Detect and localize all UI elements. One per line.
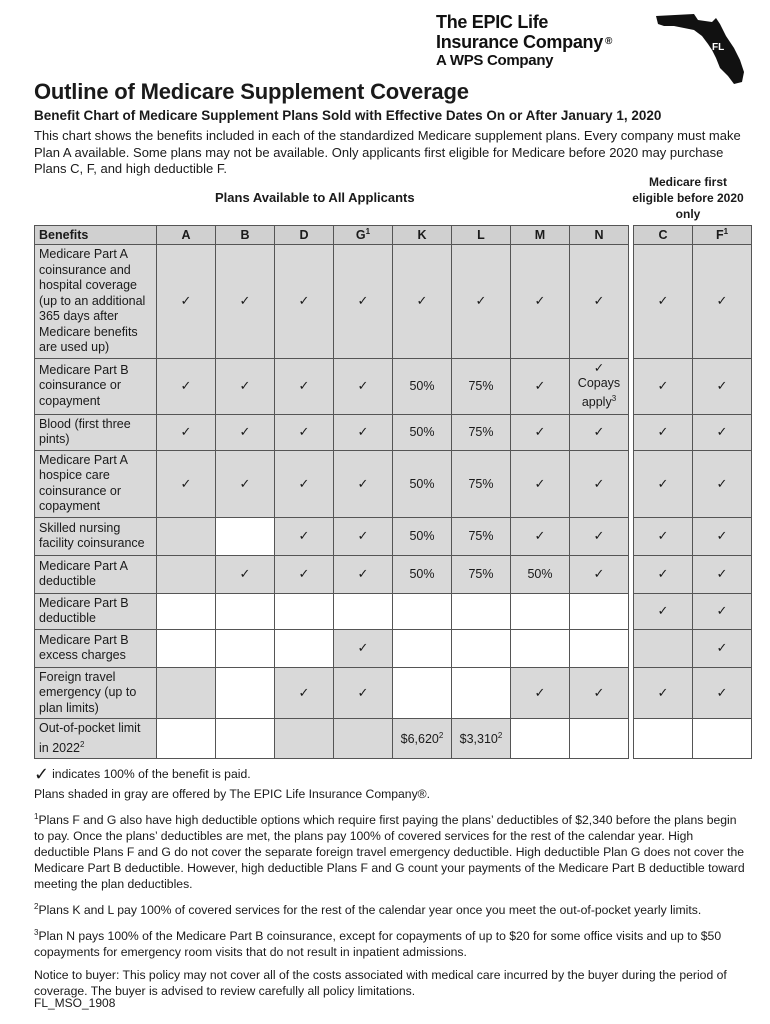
empty-cell bbox=[634, 719, 693, 759]
group-label-eligible-before-2020: Medicare first eligible before 2020 only bbox=[632, 175, 744, 221]
table-header-row bbox=[35, 226, 752, 245]
checkmark-icon: ✓ bbox=[275, 667, 334, 719]
value-cell: 75% bbox=[452, 358, 511, 414]
empty-cell bbox=[216, 629, 275, 667]
checkmark-icon: ✓ bbox=[275, 555, 334, 593]
benefit-label: Medicare Part A coinsurance and hospital coverage (up to an additional 365 days after Medicare benefits are used up) bbox=[35, 245, 157, 359]
checkmark-icon: ✓ bbox=[216, 245, 275, 359]
checkmark-icon: ✓ bbox=[570, 450, 629, 517]
checkmark-icon: ✓ bbox=[216, 358, 275, 414]
empty-cell bbox=[452, 629, 511, 667]
footnote-1: $^1$Plans F and G also have high deductible options which require first paying the plans’ deductibles of $2,340 before the plans begin to pay. Once the plans’ deductibles are met, the plans pay 100% of covered services for the rest of the calendar year. High deductible Plans F and G do not cover the separate foreign travel emergency deductible. High deductible Plan G does not cover the Medicare Part B deductible. However, high deductible Plans F and G count your payments of the Medicare Part B deductible toward meeting the plan deductibles. bbox=[34, 812, 745, 892]
table-row bbox=[35, 245, 752, 359]
benefit-label: Blood (first three pints) bbox=[35, 414, 157, 450]
benefit-label: Skilled nursing facility coinsurance bbox=[35, 517, 157, 555]
company-line-1: The EPIC Life bbox=[436, 12, 549, 32]
checkmark-icon: ✓ bbox=[570, 414, 629, 450]
plan-header: A bbox=[157, 226, 216, 245]
empty-cell bbox=[570, 719, 629, 759]
empty-cell bbox=[511, 593, 570, 629]
checkmark-icon: ✓ bbox=[511, 358, 570, 414]
company-line-2 bbox=[436, 32, 636, 52]
benefit-label: Foreign travel emergency (up to plan limits) bbox=[35, 667, 157, 719]
shaded-note: Plans shaded in gray are offered by The EPIC Life Insurance Company®. bbox=[34, 787, 431, 801]
registered-mark: ® bbox=[604, 36, 613, 47]
empty-cell bbox=[216, 593, 275, 629]
copays-apply-cell: ✓ Copays apply$^3$ bbox=[570, 358, 629, 414]
empty-cell bbox=[157, 667, 216, 719]
empty-cell bbox=[634, 629, 693, 667]
checkmark-icon: ✓ bbox=[634, 358, 693, 414]
empty-cell bbox=[275, 719, 334, 759]
empty-cell bbox=[570, 593, 629, 629]
checkmark-icon: ✓ bbox=[275, 517, 334, 555]
value-cell: 50% bbox=[393, 414, 452, 450]
footnote-2: $^2$Plans K and L pay 100% of covered services for the rest of the calendar year once you meet the out-of-pocket yearly limits. bbox=[34, 902, 702, 918]
notice-to-buyer: Notice to buyer: This policy may not cover all of the costs associated with medical care incurred by the buyer during the period of coverage. The buyer is advised to review carefully all policy limitations. bbox=[34, 968, 727, 999]
value-cell: 75% bbox=[452, 555, 511, 593]
plan-header: B bbox=[216, 226, 275, 245]
checkmark-icon: ✓ bbox=[511, 414, 570, 450]
table-row bbox=[35, 517, 752, 555]
value-cell: 50% bbox=[393, 517, 452, 555]
benefit-label: Medicare Part B deductible bbox=[35, 593, 157, 629]
checkmark-icon: ✓ bbox=[693, 414, 752, 450]
plan-header: N bbox=[570, 226, 629, 245]
value-cell: 75% bbox=[452, 450, 511, 517]
empty-cell bbox=[393, 629, 452, 667]
benefits-header: Benefits bbox=[35, 226, 157, 245]
group-label-all-applicants: Plans Available to All Applicants bbox=[215, 190, 415, 205]
table-row bbox=[35, 450, 752, 517]
table-row bbox=[35, 414, 752, 450]
checkmark-icon: ✓ bbox=[275, 414, 334, 450]
checkmark-icon: ✓ bbox=[634, 517, 693, 555]
checkmark-icon: ✓ bbox=[634, 593, 693, 629]
empty-cell bbox=[334, 719, 393, 759]
empty-cell bbox=[511, 629, 570, 667]
checkmark-icon: ✓ bbox=[275, 450, 334, 517]
checkmark-icon: ✓ bbox=[334, 245, 393, 359]
value-cell: 75% bbox=[452, 517, 511, 555]
plan-header: D bbox=[275, 226, 334, 245]
checkmark-icon: ✓ bbox=[634, 450, 693, 517]
checkmark-icon: ✓ bbox=[570, 667, 629, 719]
footnote-3: $^3$Plan N pays 100% of the Medicare Part B coinsurance, except for copayments of up to $20 for some office visits and up to $50 copayments for emergency room visits that do not result in inpatient admissions. bbox=[34, 928, 722, 960]
checkmark-icon: ✓ bbox=[334, 517, 393, 555]
checkmark-icon: ✓ bbox=[634, 414, 693, 450]
plan-header: C bbox=[634, 226, 693, 245]
benefit-label: Out-of-pocket limit in 2022$^2$ bbox=[35, 719, 157, 759]
checkmark-icon: ✓ bbox=[334, 667, 393, 719]
checkmark-icon: ✓ bbox=[511, 517, 570, 555]
cell-text: Copays bbox=[577, 376, 621, 391]
empty-cell bbox=[511, 719, 570, 759]
empty-cell bbox=[570, 629, 629, 667]
checkmark-icon: ✓ bbox=[334, 358, 393, 414]
florida-map-icon bbox=[654, 10, 750, 86]
checkmark-icon: ✓ bbox=[693, 629, 752, 667]
empty-cell bbox=[216, 719, 275, 759]
checkmark-icon: ✓ bbox=[634, 555, 693, 593]
table-row bbox=[35, 719, 752, 759]
empty-cell bbox=[157, 517, 216, 555]
value-cell: $3,310$^2$ bbox=[452, 719, 511, 759]
empty-cell bbox=[693, 719, 752, 759]
plan-header: $F^1$ bbox=[693, 226, 752, 245]
plan-header: K bbox=[393, 226, 452, 245]
form-code: FL_MSO_1908 bbox=[34, 996, 116, 1010]
benefit-chart-table bbox=[34, 225, 752, 759]
checkmark-icon: ✓ bbox=[634, 667, 693, 719]
empty-cell bbox=[452, 667, 511, 719]
value-cell: 75% bbox=[452, 414, 511, 450]
empty-cell bbox=[275, 593, 334, 629]
value-cell: 50% bbox=[511, 555, 570, 593]
empty-cell bbox=[334, 593, 393, 629]
page-subtitle: Benefit Chart of Medicare Supplement Plans Sold with Effective Dates On or After January 1, 2020 bbox=[34, 108, 662, 123]
plan-header: $G^1$ bbox=[334, 226, 393, 245]
checkmark-icon: ✓ bbox=[157, 245, 216, 359]
checkmark-icon: ✓ bbox=[275, 245, 334, 359]
checkmark-icon: ✓ bbox=[157, 414, 216, 450]
checkmark-icon: ✓ bbox=[334, 450, 393, 517]
checkmark-icon: ✓ bbox=[157, 358, 216, 414]
plan-header: M bbox=[511, 226, 570, 245]
checkmark-icon: ✓ bbox=[511, 450, 570, 517]
table-row bbox=[35, 555, 752, 593]
benefit-label: Medicare Part A hospice care coinsurance or copayment bbox=[35, 450, 157, 517]
checkmark-icon: ✓ bbox=[34, 764, 50, 784]
benefit-label: Medicare Part B coinsurance or copayment bbox=[35, 358, 157, 414]
checkmark-icon: ✓ bbox=[693, 517, 752, 555]
table-row bbox=[35, 593, 752, 629]
value-cell: 50% bbox=[393, 450, 452, 517]
empty-cell bbox=[393, 593, 452, 629]
empty-cell bbox=[452, 593, 511, 629]
company-logo-text bbox=[436, 12, 636, 70]
checkmark-icon: ✓ bbox=[693, 667, 752, 719]
checkmark-icon: ✓ bbox=[393, 245, 452, 359]
empty-cell bbox=[157, 719, 216, 759]
checkmark-icon: ✓ bbox=[275, 358, 334, 414]
empty-cell bbox=[393, 667, 452, 719]
checkmark-icon: ✓ bbox=[570, 245, 629, 359]
empty-cell bbox=[216, 667, 275, 719]
checkmark-icon: ✓ bbox=[693, 245, 752, 359]
table-row bbox=[35, 629, 752, 667]
checkmark-icon: ✓ bbox=[216, 555, 275, 593]
value-cell: $6,620$^2$ bbox=[393, 719, 452, 759]
intro-paragraph: This chart shows the benefits included in each of the standardized Medicare supplement plans. Every company must make Plan A available. Some plans may not be available. Only applicants first eligible for Medicare before 2020 may purchase Plans C, F, and high deductible F. bbox=[34, 128, 741, 176]
page-title: Outline of Medicare Supplement Coverage bbox=[34, 79, 469, 104]
footnotes bbox=[34, 766, 750, 1006]
checkmark-icon: ✓ bbox=[452, 245, 511, 359]
checkmark-icon: ✓ bbox=[334, 555, 393, 593]
empty-cell bbox=[157, 555, 216, 593]
company-name: Insurance Company bbox=[436, 32, 603, 52]
checkmark-icon: ✓ bbox=[693, 555, 752, 593]
table-row bbox=[35, 358, 752, 414]
legend-text: indicates 100% of the benefit is paid. bbox=[52, 767, 251, 781]
checkmark-icon: ✓ bbox=[570, 555, 629, 593]
checkmark-icon: ✓ bbox=[693, 358, 752, 414]
checkmark-icon: ✓ bbox=[216, 414, 275, 450]
empty-cell bbox=[157, 629, 216, 667]
company-line-3: A WPS Company bbox=[436, 52, 554, 69]
checkmark-icon: ✓ bbox=[593, 361, 605, 376]
empty-cell bbox=[157, 593, 216, 629]
checkmark-icon: ✓ bbox=[511, 245, 570, 359]
empty-cell bbox=[275, 629, 334, 667]
benefit-label: Medicare Part B excess charges bbox=[35, 629, 157, 667]
checkmark-icon: ✓ bbox=[693, 593, 752, 629]
checkmark-icon: ✓ bbox=[693, 450, 752, 517]
checkmark-icon: ✓ bbox=[334, 414, 393, 450]
empty-cell bbox=[216, 517, 275, 555]
cell-text: apply bbox=[581, 395, 612, 410]
legend-line bbox=[34, 766, 750, 782]
checkmark-icon: ✓ bbox=[570, 517, 629, 555]
checkmark-icon: ✓ bbox=[157, 450, 216, 517]
checkmark-icon: ✓ bbox=[634, 245, 693, 359]
benefit-label: Medicare Part A deductible bbox=[35, 555, 157, 593]
checkmark-icon: ✓ bbox=[334, 629, 393, 667]
plan-header: L bbox=[452, 226, 511, 245]
state-label: FL bbox=[712, 42, 725, 53]
checkmark-icon: ✓ bbox=[511, 667, 570, 719]
table-row bbox=[35, 667, 752, 719]
value-cell: 50% bbox=[393, 358, 452, 414]
checkmark-icon: ✓ bbox=[216, 450, 275, 517]
value-cell: 50% bbox=[393, 555, 452, 593]
